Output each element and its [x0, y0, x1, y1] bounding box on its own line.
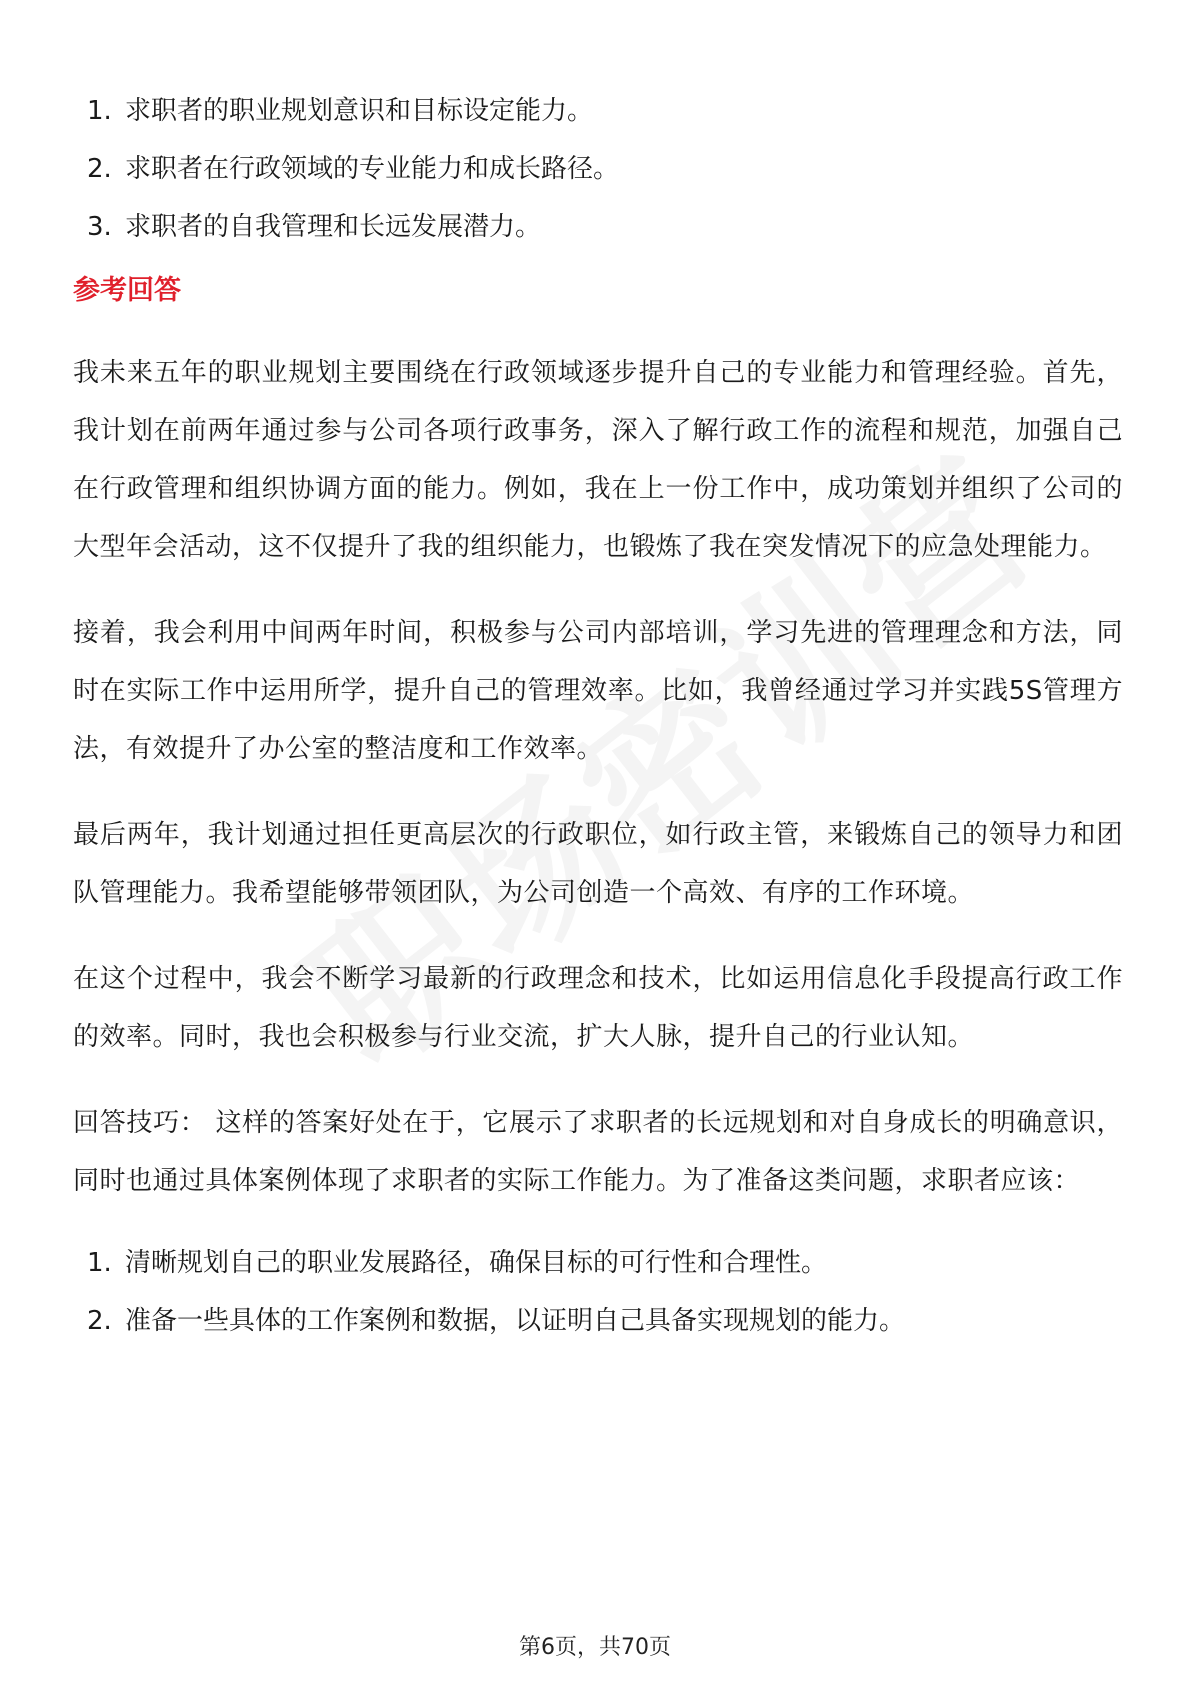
paragraph: 我未来五年的职业规划主要围绕在行政领域逐步提升自己的专业能力和管理经验。首先，我计划在前两年通过参与公司各项行政事务，深入了解行政工作的流程和规范，加强自己在行政管理和组织协调方面的能力。例如，我在上一份工作中，成功策划并组织了公司的大型年会活动，这不仅提升了我的组织能力，也锻炼了我在突发情况下的应急处理能力。	[73, 358, 1123, 562]
list-text: 求职者的自我管理和长远发展潜力。	[125, 212, 542, 242]
list-text: 求职者在行政领域的专业能力和成长路径。	[125, 154, 620, 184]
list-number: 3.	[87, 212, 112, 242]
list-item	[73, 150, 1123, 188]
list-item	[73, 92, 1123, 130]
list-item	[73, 1244, 1123, 1282]
page-number-footer: 第6页，共70页	[519, 1635, 671, 1660]
top-numbered-list	[73, 92, 1123, 246]
list-text: 准备一些具体的工作案例和数据，以证明自己具备实现规划的能力。	[125, 1306, 906, 1336]
list-item	[73, 1302, 1123, 1340]
paragraph: 接着，我会利用中间两年时间，积极参与公司内部培训，学习先进的管理理念和方法，同时在实际工作中运用所学，提升自己的管理效率。比如，我曾经通过学习并实践5S管理方法，有效提升了办公室的整洁度和工作效率。	[73, 618, 1123, 764]
list-number: 2.	[87, 154, 112, 184]
paragraph: 最后两年，我计划通过担任更高层次的行政职位，如行政主管，来锻炼自己的领导力和团队管理能力。我希望能够带领团队，为公司创造一个高效、有序的工作环境。	[73, 820, 1123, 908]
list-text: 清晰规划自己的职业发展路径，确保目标的可行性和合理性。	[125, 1248, 828, 1278]
bottom-numbered-list	[73, 1244, 1123, 1340]
paragraph: 回答技巧： 这样的答案好处在于，它展示了求职者的长远规划和对自身成长的明确意识，同时也通过具体案例体现了求职者的实际工作能力。为了准备这类问题，求职者应该：	[73, 1108, 1123, 1196]
list-number: 1.	[87, 96, 112, 126]
list-text: 求职者的职业规划意识和目标设定能力。	[125, 96, 594, 126]
section-title: 参考回答	[73, 275, 181, 306]
list-number: 2.	[87, 1306, 112, 1336]
page-content	[73, 92, 1123, 1360]
paragraph: 在这个过程中，我会不断学习最新的行政理念和技术，比如运用信息化手段提高行政工作的效率。同时，我也会积极参与行业交流，扩大人脉，提升自己的行业认知。	[73, 964, 1123, 1052]
list-item	[73, 208, 1123, 246]
list-number: 1.	[87, 1248, 112, 1278]
